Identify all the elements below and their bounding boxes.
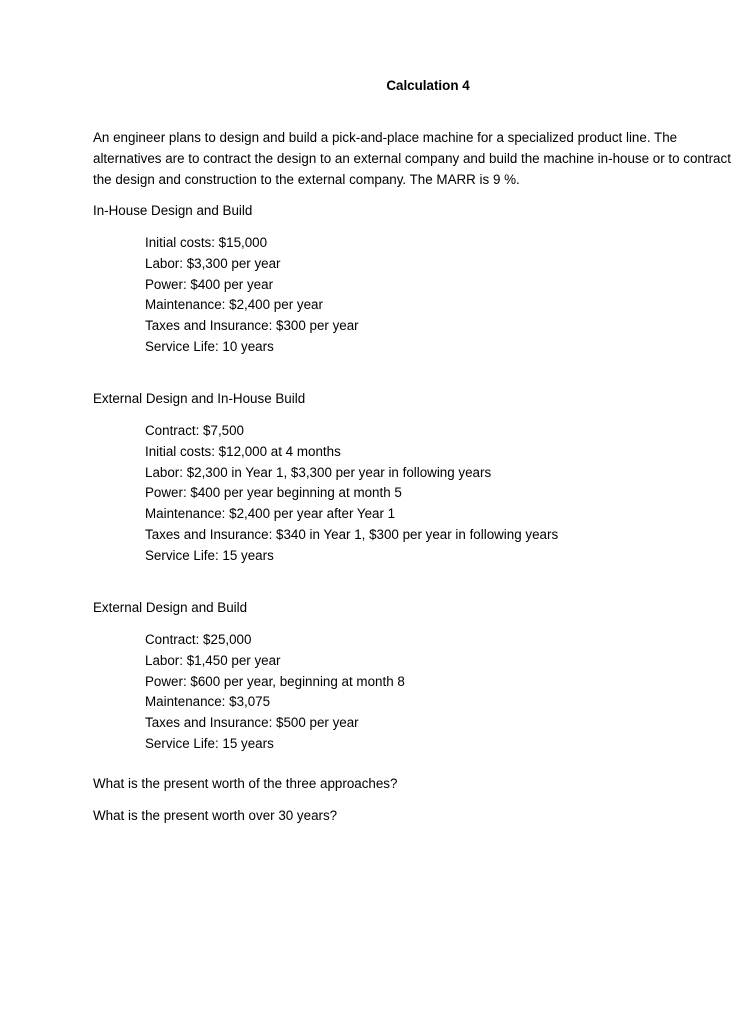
- list-item: Labor: $3,300 per year: [145, 255, 281, 271]
- intro-paragraph: An engineer plans to design and build a pick-and-place machine for a specialized product line. The alternatives are to contract the design to an external company and build the machine in-house or to contract the design and construction to the external company. The MARR is 9 %.: [93, 130, 731, 187]
- page-title: Calculation 4: [386, 78, 470, 93]
- list-item: Taxes and Insurance: $340 in Year 1, $300 per year in following years: [145, 526, 559, 542]
- question-present-worth-30-years: What is the present worth over 30 years?: [93, 808, 338, 823]
- list-item: Power: $400 per year beginning at month 5: [145, 485, 402, 501]
- list-item: Maintenance: $3,075: [145, 694, 271, 710]
- list-item: Maintenance: $2,400 per year after Year 1: [145, 506, 396, 522]
- list-item: Taxes and Insurance: $300 per year: [145, 318, 359, 334]
- list-item: Contract: $7,500: [145, 423, 245, 438]
- list-item: Contract: $25,000: [145, 632, 252, 647]
- list-item: Initial costs: $15,000: [145, 235, 268, 250]
- section-list-in-house: [145, 233, 359, 358]
- section-heading-in-house: In-House Design and Build: [93, 203, 253, 218]
- section-heading-external-design-in-house-build: External Design and In-House Build: [93, 391, 306, 406]
- section-heading-external-design-and-build: External Design and Build: [93, 600, 248, 615]
- list-item: Taxes and Insurance: $500 per year: [145, 715, 359, 731]
- list-item: Initial costs: $12,000 at 4 months: [145, 443, 341, 459]
- list-item: Service Life: 15 years: [145, 547, 274, 563]
- list-item: Service Life: 15 years: [145, 735, 274, 751]
- list-item: Maintenance: $2,400 per year: [145, 297, 323, 313]
- list-item: Labor: $1,450 per year: [145, 652, 281, 668]
- list-item: Power: $600 per year, beginning at month 8: [145, 673, 405, 689]
- list-item: Power: $400 per year: [145, 276, 274, 292]
- list-item: Service Life: 10 years: [145, 338, 274, 354]
- section-list-external-design-and-build: [145, 630, 405, 755]
- question-present-worth: What is the present worth of the three approaches?: [93, 776, 398, 791]
- section-list-external-design-in-house-build: [145, 421, 558, 567]
- list-item: Labor: $2,300 in Year 1, $3,300 per year in following years: [145, 464, 492, 480]
